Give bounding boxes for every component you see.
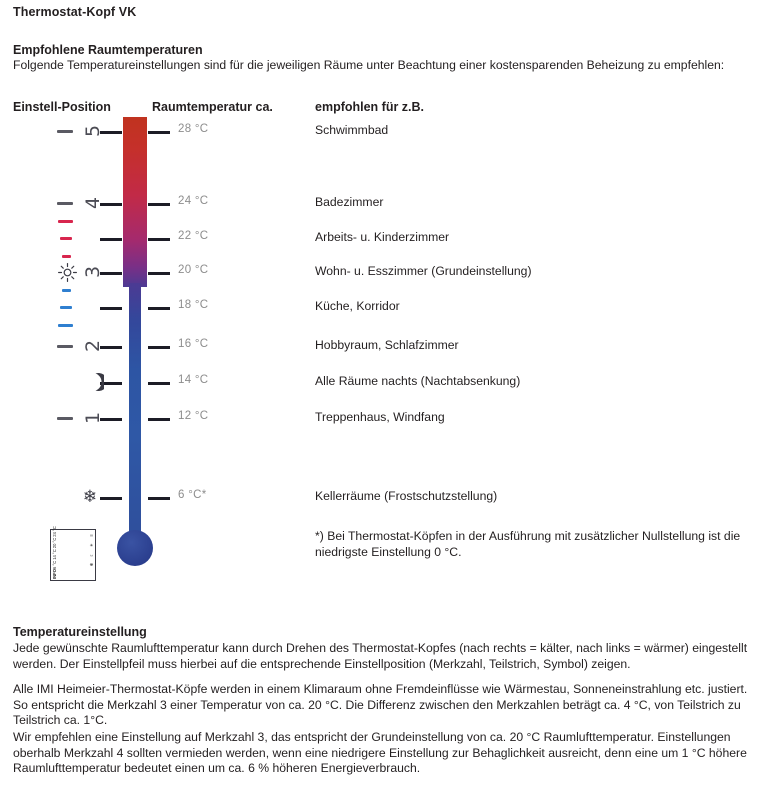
page-title: Thermostat-Kopf VK: [13, 5, 137, 19]
dial-graduation-dark: [57, 130, 73, 133]
temperature-label: 22 °C: [178, 230, 209, 242]
temperature-label: 28 °C: [178, 123, 209, 135]
temperature-label: 12 °C: [178, 410, 209, 422]
info-symbol-snowflake: ✻: [89, 562, 94, 567]
temperature-label: 20 °C: [178, 264, 209, 276]
dial-graduation-dark: [57, 417, 73, 420]
moon-icon: [80, 370, 104, 394]
settings-paragraph-1: Jede gewünschte Raumlufttemperatur kann durch Drehen des Thermostat-Kopfes (nach rechts = kälter, nach links = wärmer) eingestellt werden. Der Einstellpfeil muss hierbei auf die entsprechende Einstellposition (Merkzahl, Teilstrich, Symbol) zeigen.: [13, 641, 748, 671]
column-header-position: Einstell-Position: [13, 100, 111, 114]
footnote-text: *) Bei Thermostat-Köpfen in der Ausführung mit zusätzlicher Nullstellung ist die niedrigste Einstellung 0 °C.: [315, 529, 741, 559]
info-value: 20 °C: [52, 537, 57, 549]
setting-number-2: 2: [82, 339, 104, 353]
settings-paragraph-3: Wir empfehlen eine Einstellung auf Merkzahl 3, das entspricht der Grundeinstellung von ca. 20 °C Raumlufttemperatur. Einstellungen oberhalb Merkzahl 4 sollten vermieden werden, wenn eine niedrigere Einstellung zur Behaglichkeit ausreicht, denn eine um 1 °C höhere Raumlufttemperatur bedeutet einen um ca. 6 % höheren Energieverbrauch.: [13, 730, 747, 775]
setting-number-5: 5: [82, 124, 104, 138]
dial-graduation-red: [58, 220, 73, 223]
info-symbols-row: [89, 531, 94, 579]
scale-tick-right: [148, 346, 170, 349]
info-value: 6 °C: [52, 560, 57, 569]
info-label: INFO: [52, 568, 57, 579]
room-label: Treppenhaus, Windfang: [315, 410, 445, 424]
scale-tick-right: [148, 497, 170, 500]
info-values-row: [52, 526, 57, 579]
setting-number-3: 3: [82, 265, 104, 279]
room-label: Kellerräume (Frostschutzstellung): [315, 489, 498, 503]
room-label: Arbeits- u. Kinderzimmer: [315, 230, 450, 244]
section-heading-temperature-setting: Temperatureinstellung: [13, 625, 147, 639]
temperature-label: 6 °C*: [178, 489, 207, 501]
info-symbol-sun: ☀: [89, 543, 94, 548]
dial-graduation-blue: [62, 289, 71, 292]
scale-tick-left: [100, 497, 122, 500]
thermometer-stem: [129, 283, 141, 538]
column-header-recommended: empfohlen für z.B.: [315, 100, 425, 114]
dial-graduation-red: [60, 237, 72, 240]
sun-icon: [58, 263, 77, 282]
thermometer-bulb: [117, 530, 153, 566]
temperature-label: 14 °C: [178, 374, 209, 386]
temperature-label: 18 °C: [178, 299, 209, 311]
dial-graduation-dark: [57, 202, 73, 205]
scale-tick-right: [148, 382, 170, 385]
intro-text: Folgende Temperatureinstellungen sind für die jeweiligen Räume unter Beachtung einer kostensparenden Beheizung zu empfehlen:: [13, 58, 725, 72]
dial-graduation-dark: [57, 345, 73, 348]
setting-number-4: 4: [82, 196, 104, 210]
column-header-temperature: Raumtemperatur ca.: [152, 100, 273, 114]
room-label: Küche, Korridor: [315, 299, 400, 313]
info-value: 24 °C: [52, 526, 57, 537]
info-legend-box: [50, 526, 96, 581]
settings-paragraph-2: Alle IMI Heimeier-Thermostat-Köpfe werden in einem Klimaraum ohne Fremdeinflüsse wie Wärmestau, Sonneneinstrahlung etc. justiert. So entspricht die Merkzahl 3 einer Temperatur von ca. 20 °C. Die Differenz zwischen den Merkzahlen beträgt ca. 4 °C, von Teilstrich zu Teilstrich ca. 1°C.: [13, 682, 748, 727]
scale-tick-right: [148, 203, 170, 206]
scale-tick-right: [148, 238, 170, 241]
temperature-label: 24 °C: [178, 195, 209, 207]
temperature-label: 16 °C: [178, 338, 209, 350]
thermometer-upper-bar: [123, 117, 147, 287]
info-value: 14 °C: [52, 549, 57, 560]
scale-tick-right: [148, 307, 170, 310]
setting-number-1: 1: [82, 411, 104, 425]
dial-graduation-red: [62, 255, 71, 258]
scale-tick-left: [100, 238, 122, 241]
room-label: Wohn- u. Esszimmer (Grundeinstellung): [315, 264, 532, 278]
info-symbol-lines: ≡: [89, 534, 94, 537]
snowflake-icon: ❄: [82, 487, 98, 506]
scale-tick-left: [100, 307, 122, 310]
room-label: Hobbyraum, Schlafzimmer: [315, 338, 459, 352]
info-symbol-moon: ☾: [89, 553, 94, 557]
section-heading-recommended: Empfohlene Raumtemperaturen: [13, 43, 203, 57]
dial-graduation-blue: [58, 324, 73, 327]
dial-graduation-blue: [60, 306, 72, 309]
scale-tick-right: [148, 272, 170, 275]
room-label: Badezimmer: [315, 195, 384, 209]
room-label: Schwimmbad: [315, 123, 389, 137]
room-label: Alle Räume nachts (Nachtabsenkung): [315, 374, 521, 388]
scale-tick-right: [148, 418, 170, 421]
scale-tick-right: [148, 131, 170, 134]
